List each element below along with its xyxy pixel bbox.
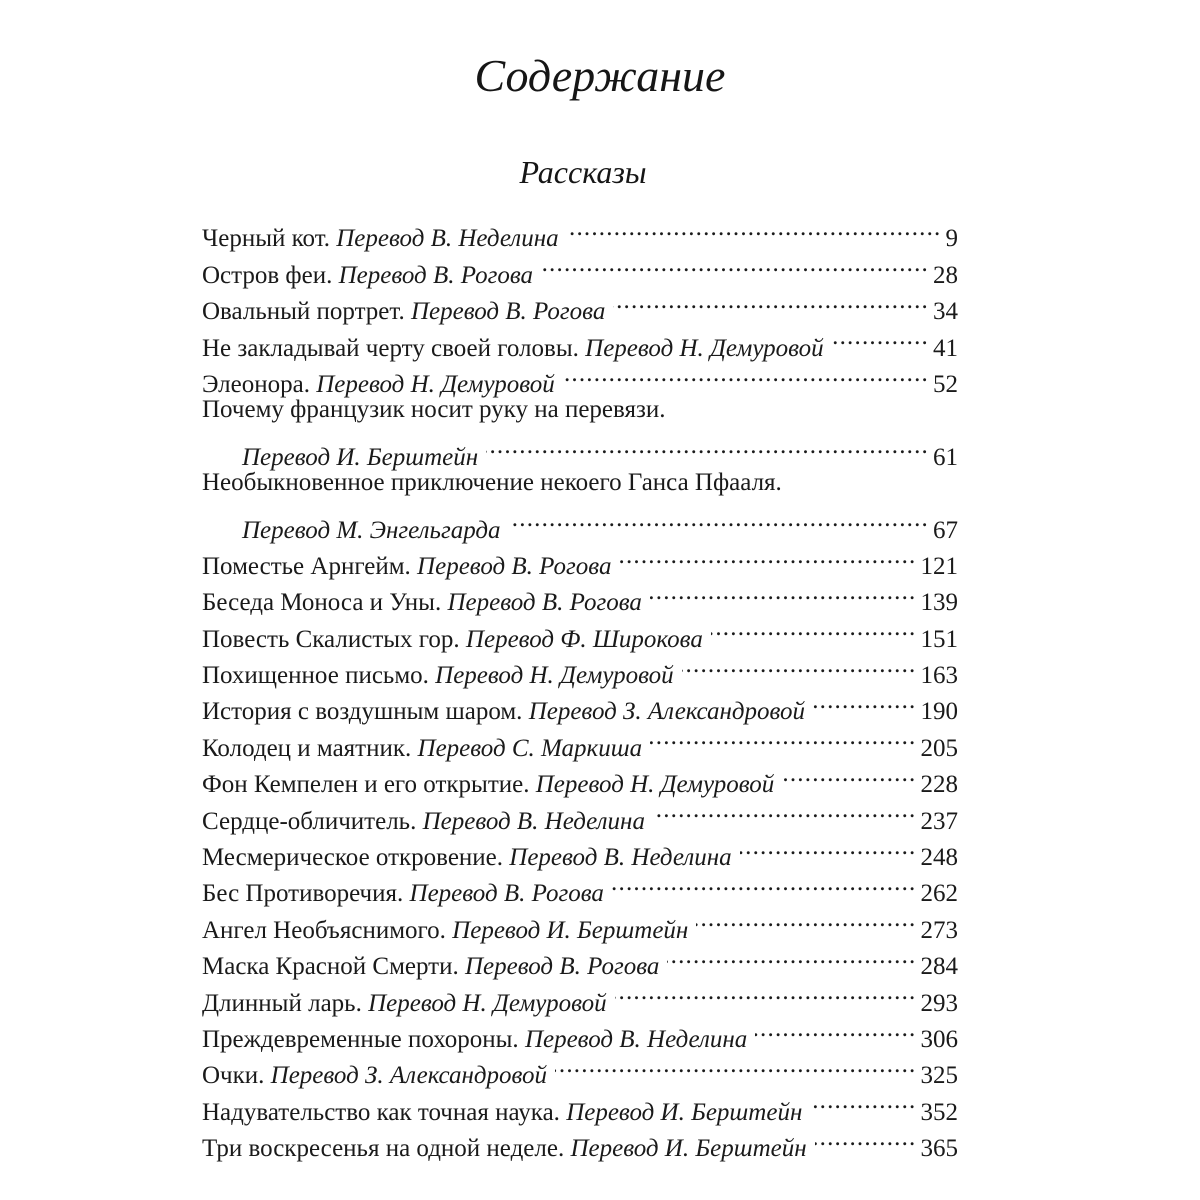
story-title: Беседа Моноса и Уны. [202, 589, 442, 617]
toc-entry [202, 1083, 958, 1126]
toc-entry-continuation [202, 428, 958, 471]
page-number: 61 [933, 443, 958, 471]
dot-leader [782, 756, 916, 792]
translator-credit: Перевод В. Рогова [447, 589, 642, 617]
toc-entry [202, 283, 958, 326]
page-number: 205 [920, 734, 958, 762]
page-title: Содержание [474, 50, 726, 101]
toc-entry [202, 901, 958, 944]
dot-leader [832, 319, 929, 355]
dot-leader [650, 574, 917, 610]
story-title: Необыкновенное приключение некоего Ганса Пфааля. [202, 468, 782, 496]
toc-entry-head [202, 367, 555, 403]
page-number: 151 [920, 625, 958, 653]
toc-entry [202, 538, 958, 580]
translator-credit: Перевод В. Рогова [409, 880, 604, 908]
story-title: Остров феи. [202, 261, 333, 289]
story-title: Фон Кемпелен и его открытие. [202, 771, 530, 799]
page-number: 248 [920, 844, 958, 872]
section-heading: Рассказы [519, 154, 647, 190]
translator-credit: Перевод Ф. Широкова [465, 625, 703, 653]
translator-credit: Перевод С. Маркиша [417, 734, 643, 762]
translator-credit: Перевод М. Энгельгарда [242, 516, 501, 544]
page-number: 325 [920, 1062, 958, 1090]
story-title: Три воскресенья на одной неделе. [202, 1135, 565, 1163]
story-title: Почему французик носит руку на перевязи. [202, 395, 666, 423]
toc-entry [202, 356, 958, 398]
story-title: Длинный ларь. [202, 989, 362, 1017]
translator-credit: Перевод В. Рогова [338, 261, 534, 289]
story-title: Ангел Необъяснимого. [202, 916, 446, 944]
dot-leader [615, 974, 917, 1010]
translator-credit: Перевод В. Рогова [464, 953, 660, 981]
toc-entry [202, 938, 958, 981]
story-title: Маска Красной Смерти. [202, 953, 459, 981]
story-title: Не закладывай черту своей головы. [202, 334, 579, 362]
page-number: 293 [920, 989, 958, 1017]
dot-leader [711, 610, 917, 646]
dot-leader [563, 356, 929, 392]
translator-credit: Перевод В. Рогова [410, 298, 606, 326]
translator-credit: Перевод Н. Демуровой [435, 662, 674, 690]
toc-entry-continuation [202, 501, 958, 544]
dot-leader [650, 719, 916, 755]
dot-leader [486, 428, 929, 464]
translator-credit: Перевод И. Берштейн [566, 1098, 803, 1126]
dot-leader [567, 210, 942, 246]
page-number: 352 [920, 1098, 958, 1126]
dot-leader [740, 829, 917, 865]
page-number: 163 [920, 662, 958, 690]
dot-leader [815, 1120, 917, 1156]
toc-entry [202, 719, 958, 762]
dot-leader [810, 1083, 916, 1119]
dot-leader [612, 865, 917, 901]
page-number: 52 [933, 370, 958, 398]
toc-entry [202, 829, 958, 872]
story-title: Повесть Скалистых гор. [202, 625, 460, 653]
toc-entry [202, 574, 958, 617]
translator-credit: Перевод З. Александровой [270, 1062, 548, 1090]
toc-entry [202, 865, 958, 908]
dot-leader [696, 901, 916, 937]
toc-entry [202, 319, 958, 362]
page-number: 262 [920, 880, 958, 908]
toc-entry [202, 756, 958, 799]
page-number: 190 [920, 698, 958, 726]
toc-entry [202, 647, 958, 690]
toc-entry [202, 1120, 958, 1163]
translator-credit: Перевод И. Берштейн [242, 443, 479, 471]
page-number: 121 [920, 552, 958, 580]
story-title: Очки. [202, 1062, 265, 1090]
page-number: 9 [945, 225, 958, 253]
story-title: Поместье Арнгейм. [202, 552, 411, 580]
translator-credit: Перевод Н. Демуровой [316, 370, 555, 398]
translator-credit: Перевод Н. Демуровой [368, 989, 607, 1017]
page-number: 273 [920, 916, 958, 944]
translator-credit: Перевод Н. Демуровой [535, 771, 775, 799]
translator-credit: Перевод В. Неделина [422, 807, 645, 835]
dot-leader [653, 792, 917, 828]
page-number: 306 [920, 1025, 958, 1053]
page-number: 365 [920, 1135, 958, 1163]
dot-leader [541, 246, 929, 282]
story-title: Месмерическое откровение. [202, 844, 504, 872]
story-title: Надувательство как точная наука. [202, 1098, 560, 1126]
dot-leader [667, 938, 916, 974]
translator-credit: Перевод И. Берштейн [570, 1135, 807, 1163]
translator-credit: Перевод Н. Демуровой [585, 334, 824, 362]
story-title: Сердце-обличитель. [202, 807, 417, 835]
toc-entry [202, 1047, 958, 1090]
translator-credit: Перевод В. Неделина [336, 225, 559, 253]
toc-entry [202, 1011, 958, 1053]
toc-entry [202, 465, 958, 544]
toc-entry [202, 683, 958, 726]
dot-leader [613, 283, 929, 319]
story-title: Преждевременные похороны. [202, 1025, 519, 1053]
translator-credit: Перевод В. Неделина [524, 1025, 748, 1053]
page-number: 228 [920, 771, 958, 799]
page-number: 28 [933, 261, 958, 289]
story-title: Овальный портрет. [202, 298, 405, 326]
table-of-contents [202, 210, 958, 1163]
page-number: 284 [920, 953, 958, 981]
toc-entry-head [202, 1131, 807, 1167]
translator-credit: Перевод В. Рогова [417, 552, 612, 580]
page-number: 34 [933, 298, 958, 326]
dot-leader [755, 1011, 916, 1047]
translator-credit: Перевод В. Неделина [509, 844, 732, 872]
toc-entry [202, 210, 958, 253]
story-title: Колодец и маятник. [202, 734, 412, 762]
page-number: 67 [933, 516, 958, 544]
dot-leader [555, 1047, 916, 1083]
translator-credit: Перевод И. Берштейн [452, 916, 689, 944]
story-title: Черный кот. [202, 225, 330, 253]
translator-credit: Перевод З. Александровой [528, 698, 806, 726]
toc-entry [202, 792, 958, 835]
toc-entry [202, 974, 958, 1017]
story-title: История с воздушным шаром. [202, 698, 523, 726]
dot-leader [619, 538, 916, 574]
dot-leader [813, 683, 916, 719]
story-title: Похищенное письмо. [202, 662, 429, 690]
dot-leader [509, 501, 929, 537]
page-number: 41 [933, 334, 958, 362]
page-number: 237 [920, 807, 958, 835]
toc-entry [202, 610, 958, 653]
dot-leader [682, 647, 917, 683]
story-title: Бес Противоречия. [202, 880, 404, 908]
story-title: Элеонора. [202, 370, 310, 398]
page-number: 139 [920, 589, 958, 617]
toc-entry [202, 246, 958, 289]
